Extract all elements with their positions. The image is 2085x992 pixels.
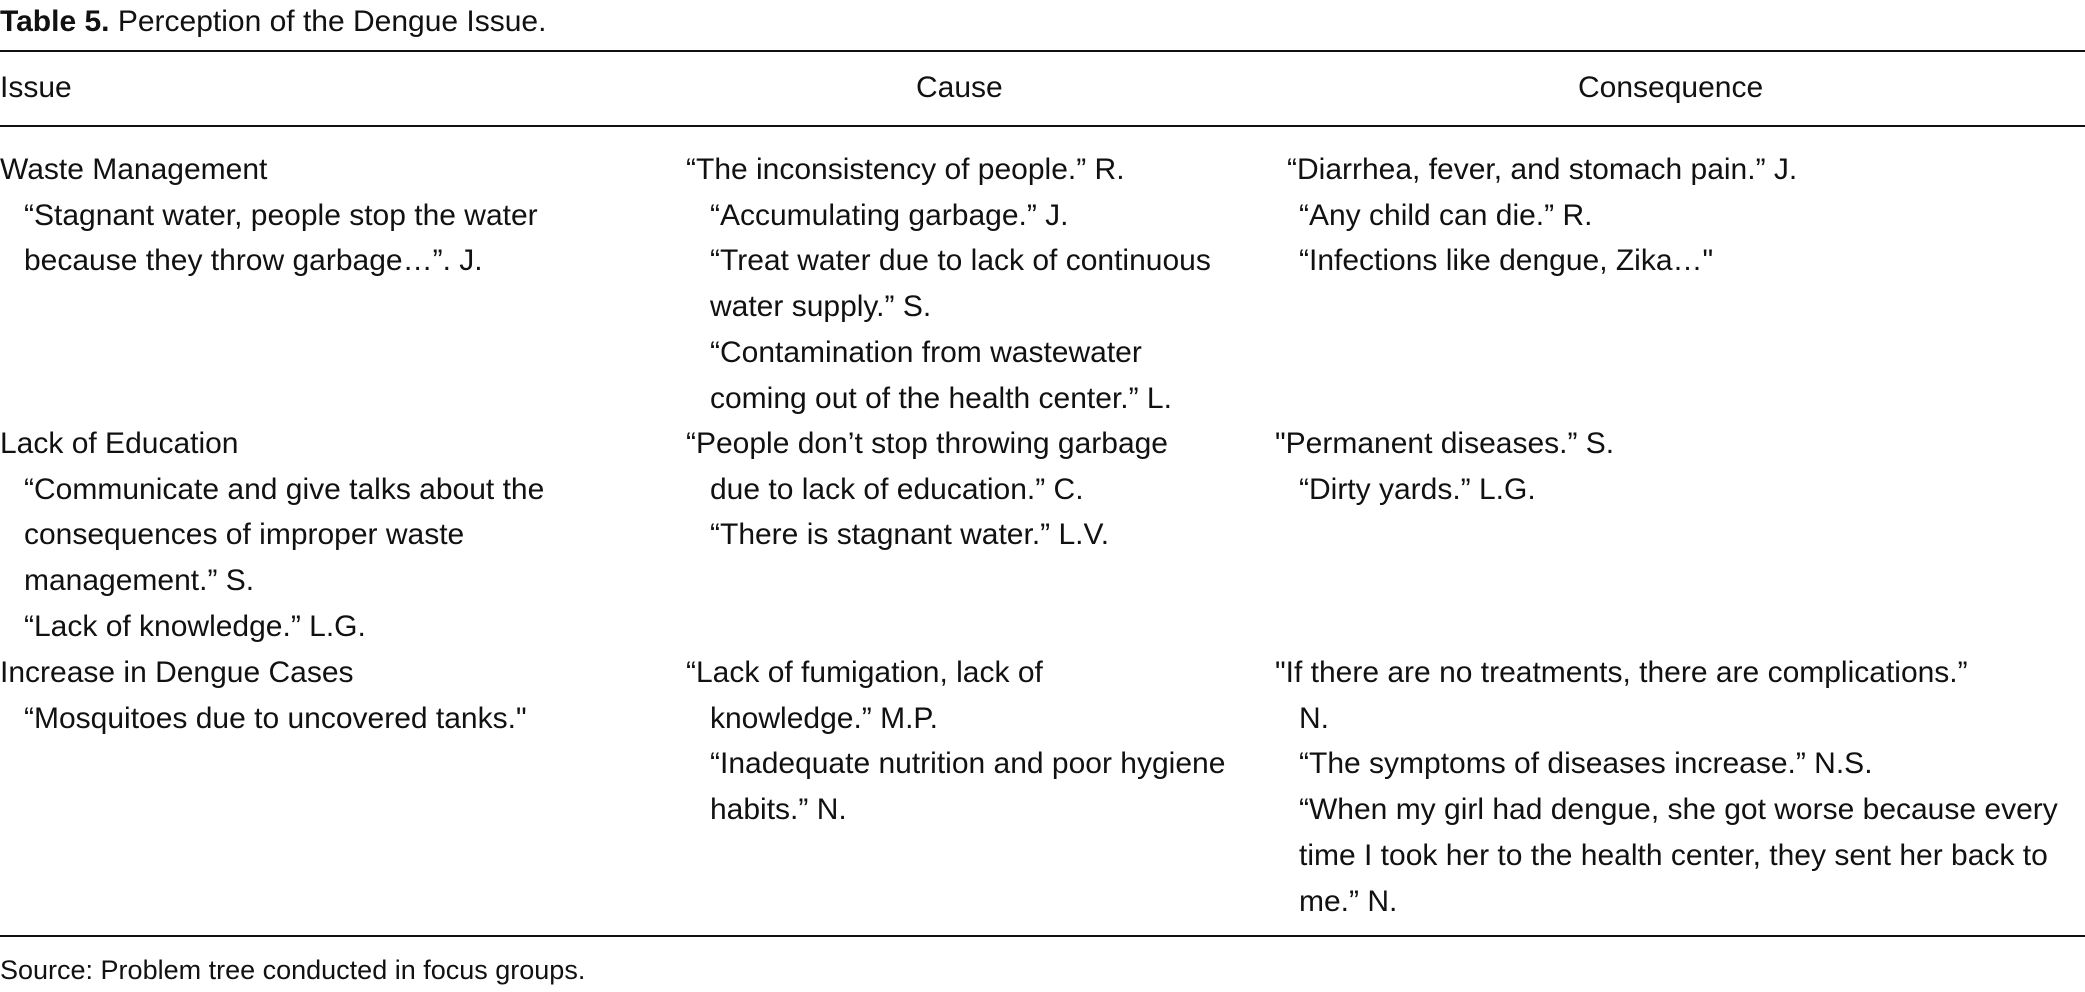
consequence-quote: N. — [1299, 701, 1329, 735]
issue-quote: “Mosquitoes due to uncovered tanks." — [24, 701, 527, 735]
issue-heading: Lack of Education — [0, 427, 239, 460]
issue-quote: “Lack of knowledge.” L.G. — [24, 609, 366, 643]
consequence-heading: "If there are no treatments, there are complications.” — [1275, 656, 1968, 689]
cause-quote: “There is stagnant water.” L.V. — [710, 518, 1110, 552]
bottom-rule — [0, 935, 2085, 937]
table-caption — [0, 4, 546, 40]
cause-quote: “Treat water due to lack of continuous water supply.” S. — [710, 244, 1211, 324]
issue-quote: “Stagnant water, people stop the water because they throw garbage…”. J. — [24, 198, 538, 278]
cause-heading: “People don’t stop throwing garbage — [686, 427, 1168, 460]
consequence-quote: “Infections like dengue, Zika…" — [1299, 244, 1714, 278]
consequence-quote: “Dirty yards.” L.G. — [1299, 472, 1536, 506]
header-rule — [0, 125, 2085, 127]
cause-cell — [686, 147, 1246, 421]
consequence-quote: “Any child can die.” R. — [1299, 198, 1593, 232]
cause-quote: knowledge.” M.P. — [710, 701, 938, 735]
consequence-quote: “When my girl had dengue, she got worse because every time I took her to the health center, they sent her back to me.” N. — [1299, 793, 2058, 918]
top-rule — [0, 50, 2085, 52]
issue-cell — [0, 421, 660, 650]
cause-heading: “Lack of fumigation, lack of — [686, 656, 1043, 689]
column-header-consequence: Consequence — [1578, 71, 1764, 104]
consequence-heading: "Permanent diseases.” S. — [1275, 427, 1615, 460]
cause-quote: “Contamination from wastewater coming out of the health center.” L. — [710, 335, 1172, 415]
issue-quote: “Communicate and give talks about the consequences of improper waste management.” S. — [24, 472, 545, 598]
cause-cell — [686, 421, 1246, 558]
consequence-heading: “Diarrhea, fever, and stomach pain.” J. — [1287, 153, 1798, 186]
consequence-cell — [1275, 421, 2085, 512]
cause-quote: “Accumulating garbage.” J. — [710, 198, 1069, 232]
consequence-cell — [1275, 147, 2085, 284]
issue-cell — [0, 147, 660, 284]
column-header-cause: Cause — [916, 71, 1003, 104]
consequence-cell — [1275, 650, 2085, 924]
column-header-issue: Issue — [0, 71, 72, 104]
table-label: Table 5. — [0, 5, 110, 38]
issue-cell — [0, 650, 660, 741]
issue-heading: Increase in Dengue Cases — [0, 656, 354, 689]
cause-cell — [686, 650, 1246, 833]
issue-heading: Waste Management — [0, 153, 268, 186]
cause-heading: “The inconsistency of people.” R. — [686, 153, 1125, 186]
table-source-note: Source: Problem tree conducted in focus groups. — [0, 955, 586, 985]
table-title: Perception of the Dengue Issue. — [117, 5, 547, 38]
cause-quote: “Inadequate nutrition and poor hygiene habits.” N. — [710, 747, 1226, 827]
cause-quote: due to lack of education.” C. — [710, 472, 1084, 506]
consequence-quote: “The symptoms of diseases increase.” N.S. — [1299, 747, 1873, 781]
